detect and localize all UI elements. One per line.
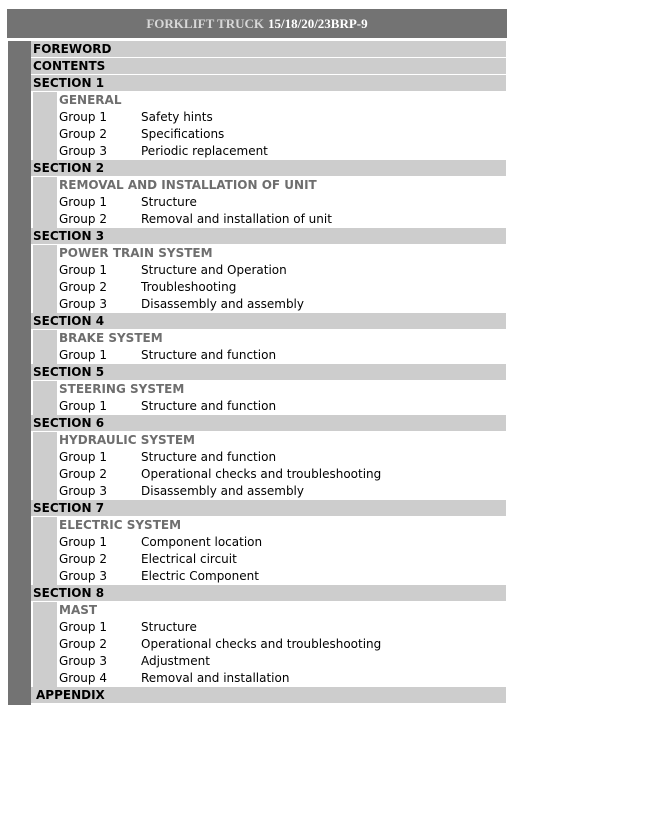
group-label: Group 3 bbox=[59, 654, 107, 668]
section-title[interactable]: ELECTRIC SYSTEM bbox=[59, 518, 182, 532]
group-row[interactable] bbox=[59, 551, 506, 568]
section-title[interactable]: HYDRAULIC SYSTEM bbox=[59, 433, 195, 447]
section-indent-bar bbox=[33, 92, 57, 160]
group-row[interactable] bbox=[59, 211, 506, 228]
section-content bbox=[57, 432, 506, 500]
group-row[interactable] bbox=[59, 296, 506, 313]
manual-header bbox=[7, 9, 507, 38]
table-of-contents bbox=[31, 41, 506, 704]
section-title[interactable]: STEERING SYSTEM bbox=[59, 382, 185, 396]
section-content bbox=[57, 245, 506, 313]
section-indent-bar bbox=[33, 245, 57, 313]
section-body bbox=[31, 381, 506, 415]
section-body bbox=[31, 602, 506, 687]
section-indent-bar bbox=[33, 432, 57, 500]
group-row[interactable] bbox=[59, 194, 506, 211]
section-header[interactable]: SECTION 5 bbox=[31, 364, 506, 381]
group-topic[interactable]: Structure bbox=[141, 195, 197, 209]
group-topic[interactable]: Disassembly and assembly bbox=[141, 297, 304, 311]
group-row[interactable] bbox=[59, 653, 506, 670]
group-row[interactable] bbox=[59, 483, 506, 500]
section-body bbox=[31, 517, 506, 585]
section-body bbox=[31, 330, 506, 364]
group-label: Group 1 bbox=[59, 195, 107, 209]
group-label: Group 3 bbox=[59, 144, 107, 158]
group-label: Group 1 bbox=[59, 263, 107, 277]
header-model: 15/18/20/23BRP-9 bbox=[267, 15, 368, 31]
section-content bbox=[57, 330, 506, 364]
section-header[interactable]: SECTION 8 bbox=[31, 585, 506, 602]
section-content bbox=[57, 602, 506, 687]
group-label: Group 1 bbox=[59, 399, 107, 413]
section-header[interactable]: SECTION 4 bbox=[31, 313, 506, 330]
group-label: Group 1 bbox=[59, 110, 107, 124]
group-row[interactable] bbox=[59, 262, 506, 279]
section-title[interactable]: BRAKE SYSTEM bbox=[59, 331, 163, 345]
section-header[interactable]: SECTION 1 bbox=[31, 75, 506, 92]
group-topic[interactable]: Troubleshooting bbox=[141, 280, 237, 294]
section-content bbox=[57, 381, 506, 415]
group-topic[interactable]: Structure and function bbox=[141, 348, 277, 362]
group-topic[interactable]: Disassembly and assembly bbox=[141, 484, 304, 498]
toc-item-contents[interactable]: CONTENTS bbox=[31, 58, 506, 75]
group-row[interactable] bbox=[59, 449, 506, 466]
section-header[interactable]: SECTION 3 bbox=[31, 228, 506, 245]
group-row[interactable] bbox=[59, 619, 506, 636]
section-body bbox=[31, 245, 506, 313]
section-body bbox=[31, 432, 506, 500]
group-topic[interactable]: Structure and Operation bbox=[141, 263, 287, 277]
group-label: Group 1 bbox=[59, 348, 107, 362]
group-row[interactable] bbox=[59, 636, 506, 653]
group-topic[interactable]: Electrical circuit bbox=[141, 552, 237, 566]
group-topic[interactable]: Operational checks and troubleshooting bbox=[141, 467, 382, 481]
section-indent-bar bbox=[33, 330, 57, 364]
group-label: Group 2 bbox=[59, 637, 107, 651]
group-row[interactable] bbox=[59, 347, 506, 364]
group-label: Group 3 bbox=[59, 484, 107, 498]
section-indent-bar bbox=[33, 381, 57, 415]
group-label: Group 4 bbox=[59, 671, 107, 685]
header-prefix: FORKLIFT TRUCK bbox=[146, 15, 264, 31]
group-row[interactable] bbox=[59, 126, 506, 143]
group-topic[interactable]: Operational checks and troubleshooting bbox=[141, 637, 382, 651]
group-topic[interactable]: Structure and function bbox=[141, 450, 277, 464]
section-content bbox=[57, 92, 506, 160]
group-row[interactable] bbox=[59, 143, 506, 160]
group-label: Group 3 bbox=[59, 297, 107, 311]
section-indent-bar bbox=[33, 177, 57, 228]
section-title[interactable]: GENERAL bbox=[59, 93, 122, 107]
group-topic[interactable]: Electric Component bbox=[141, 569, 259, 583]
group-topic[interactable]: Safety hints bbox=[141, 110, 213, 124]
group-topic[interactable]: Specifications bbox=[141, 127, 225, 141]
section-indent-bar bbox=[33, 602, 57, 687]
group-row[interactable] bbox=[59, 534, 506, 551]
section-title[interactable]: REMOVAL AND INSTALLATION OF UNIT bbox=[59, 178, 317, 192]
group-topic[interactable]: Periodic replacement bbox=[141, 144, 268, 158]
group-row[interactable] bbox=[59, 568, 506, 585]
section-indent-bar bbox=[33, 517, 57, 585]
group-label: Group 2 bbox=[59, 212, 107, 226]
group-row[interactable] bbox=[59, 279, 506, 296]
section-body bbox=[31, 92, 506, 160]
section-header[interactable]: SECTION 7 bbox=[31, 500, 506, 517]
group-label: Group 1 bbox=[59, 535, 107, 549]
group-topic[interactable]: Removal and installation of unit bbox=[141, 212, 332, 226]
group-row[interactable] bbox=[59, 398, 506, 415]
toc-item-appendix[interactable]: APPENDIX bbox=[31, 687, 506, 704]
group-topic[interactable]: Component location bbox=[141, 535, 263, 549]
group-label: Group 3 bbox=[59, 569, 107, 583]
left-sidebar-bar bbox=[8, 41, 31, 705]
section-content bbox=[57, 517, 506, 585]
section-content bbox=[57, 177, 506, 228]
group-topic[interactable]: Removal and installation bbox=[141, 671, 290, 685]
group-row[interactable] bbox=[59, 109, 506, 126]
toc-item-foreword[interactable]: FOREWORD bbox=[31, 41, 506, 58]
group-label: Group 2 bbox=[59, 127, 107, 141]
section-header[interactable]: SECTION 2 bbox=[31, 160, 506, 177]
section-header[interactable]: SECTION 6 bbox=[31, 415, 506, 432]
group-label: Group 2 bbox=[59, 552, 107, 566]
section-title[interactable]: POWER TRAIN SYSTEM bbox=[59, 246, 213, 260]
group-topic[interactable]: Structure bbox=[141, 620, 197, 634]
group-row[interactable] bbox=[59, 670, 506, 687]
group-topic[interactable]: Adjustment bbox=[141, 654, 210, 668]
group-label: Group 2 bbox=[59, 467, 107, 481]
section-title[interactable]: MAST bbox=[59, 603, 98, 617]
group-row[interactable] bbox=[59, 466, 506, 483]
group-label: Group 2 bbox=[59, 280, 107, 294]
group-label: Group 1 bbox=[59, 620, 107, 634]
group-topic[interactable]: Structure and function bbox=[141, 399, 277, 413]
group-label: Group 1 bbox=[59, 450, 107, 464]
section-body bbox=[31, 177, 506, 228]
